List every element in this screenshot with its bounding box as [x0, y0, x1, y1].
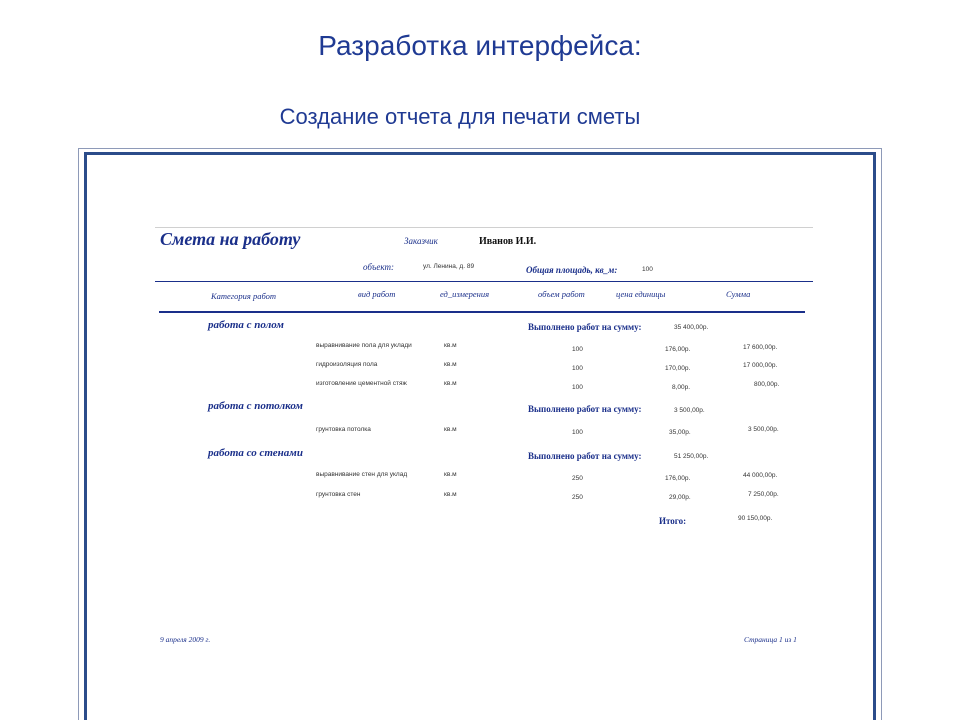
done-total-floor: 35 400,00р.	[674, 324, 709, 331]
row-volume: 100	[572, 365, 583, 372]
row-price: 35,00р.	[669, 429, 691, 436]
row-price: 176,00р.	[665, 475, 691, 482]
category-floor: работа с полом	[208, 319, 284, 331]
column-category: Категория работ	[211, 291, 276, 301]
row-work: выравнивание стен для уклад	[316, 471, 408, 478]
row-price: 29,00р.	[669, 494, 691, 501]
column-unit: ед_измерения	[440, 289, 490, 299]
row-volume: 250	[572, 494, 583, 501]
row-work: изготовление цементной стяж	[316, 380, 407, 387]
columns-bottom-rule	[159, 311, 805, 313]
column-price: цена единицы	[616, 289, 666, 299]
header-top-rule	[155, 227, 813, 228]
customer-label: Заказчик	[404, 236, 438, 246]
object-label: объект:	[363, 262, 394, 272]
object-value: ул. Ленина, д. 89	[423, 263, 475, 270]
done-label-ceiling: Выполнено работ на сумму:	[528, 404, 642, 414]
column-work: вид работ	[358, 289, 396, 299]
row-work: грунтовка стен	[316, 491, 361, 498]
row-unit: кв.м	[444, 342, 457, 349]
footer-date: 9 апреля 2009 г.	[160, 635, 211, 644]
grand-total-value: 90 150,00р.	[738, 515, 773, 522]
grand-total-label: Итого:	[659, 516, 687, 526]
category-walls: работа со стенами	[208, 447, 303, 459]
row-unit: кв.м	[444, 471, 457, 478]
row-unit: кв.м	[444, 361, 457, 368]
customer-value: Иванов И.И.	[479, 236, 537, 247]
report-page[interactable]	[84, 152, 876, 720]
row-sum: 17 600,00р.	[743, 344, 778, 351]
area-value: 100	[642, 266, 653, 273]
row-volume: 100	[572, 346, 583, 353]
row-price: 170,00р.	[665, 365, 691, 372]
footer-page-number: Страница 1 из 1	[744, 635, 797, 644]
row-work: гидроизоляция пола	[316, 361, 378, 368]
row-unit: кв.м	[444, 380, 457, 387]
done-total-ceiling: 3 500,00р.	[674, 407, 705, 414]
columns-top-rule	[155, 281, 813, 282]
row-work: выравнивание пола для уклади	[316, 342, 412, 349]
row-sum: 44 000,00р.	[743, 472, 778, 479]
row-volume: 250	[572, 475, 583, 482]
row-price: 8,00р.	[672, 384, 691, 391]
done-label-floor: Выполнено работ на сумму:	[528, 322, 642, 332]
done-label-walls: Выполнено работ на сумму:	[528, 451, 642, 461]
row-work: грунтовка потолка	[316, 426, 371, 433]
row-sum: 3 500,00р.	[748, 426, 779, 433]
row-unit: кв.м	[444, 491, 457, 498]
report-title: Смета на работу	[160, 229, 301, 249]
row-unit: кв.м	[444, 426, 457, 433]
slide-title: Разработка интерфейса:	[318, 30, 642, 61]
row-sum: 17 000,00р.	[743, 362, 778, 369]
row-volume: 100	[572, 384, 583, 391]
column-sum: Сумма	[726, 289, 751, 299]
slide-subtitle: Создание отчета для печати сметы	[279, 104, 641, 129]
row-sum: 800,00р.	[754, 381, 780, 388]
area-label: Общая площадь, кв_м:	[526, 265, 618, 275]
done-total-walls: 51 250,00р.	[674, 453, 709, 460]
column-volume: объем работ	[538, 289, 585, 299]
row-price: 176,00р.	[665, 346, 691, 353]
category-ceiling: работа с потолком	[208, 400, 303, 412]
row-volume: 100	[572, 429, 583, 436]
row-sum: 7 250,00р.	[748, 491, 779, 498]
